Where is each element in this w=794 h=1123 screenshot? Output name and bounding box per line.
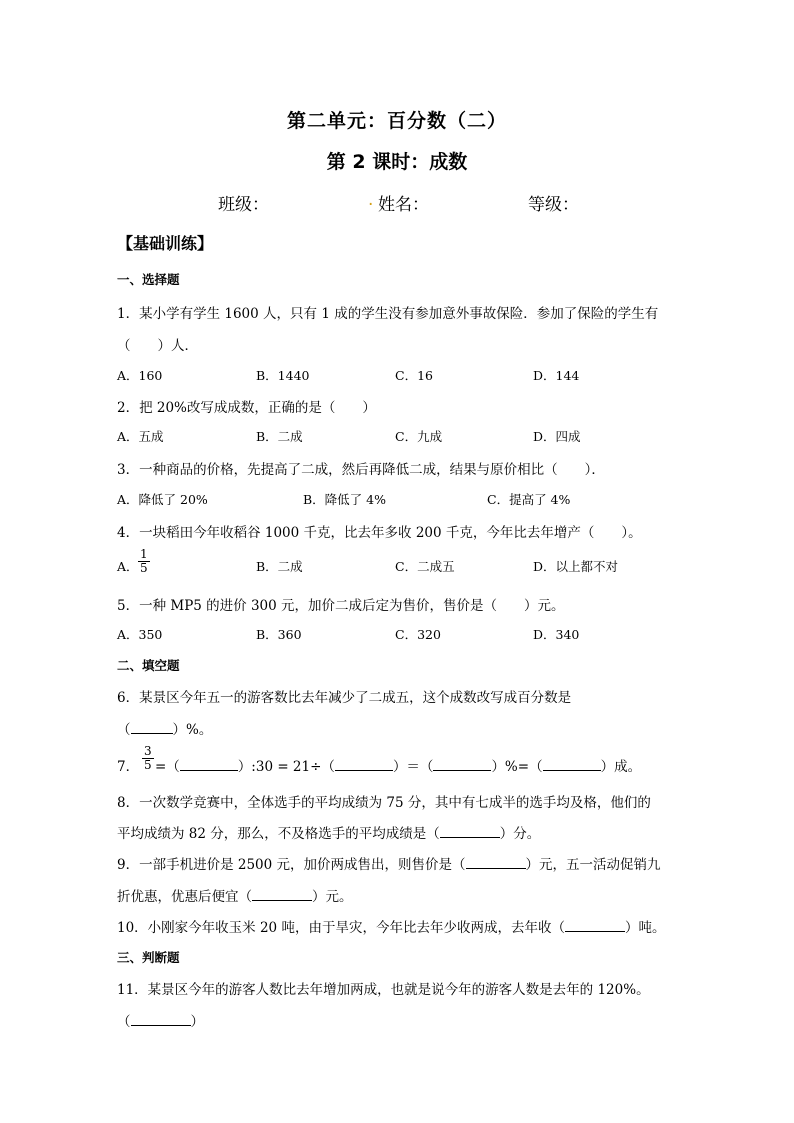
answer-blank[interactable] — [131, 1013, 191, 1026]
q7-fraction — [142, 745, 154, 772]
section-basic-training: 【基础训练】 — [117, 234, 214, 253]
section-fill: 二、填空题 — [117, 658, 180, 673]
answer-blank[interactable] — [180, 758, 238, 771]
question-1-line-2: （ ）人． — [117, 338, 198, 354]
answer-blank[interactable] — [466, 856, 526, 869]
q8-text: 平均成绩为 82 分，那么，不及格选手的平均成绩是（ — [117, 826, 440, 842]
q7-part-5: ）成。 — [600, 759, 642, 775]
name-label: 姓名： — [378, 195, 429, 215]
paren-open: （ — [117, 722, 131, 738]
question-6-line-1: 6．某景区今年五一的游客数比去年减少了二成五，这个成数改写成百分数是 — [117, 690, 572, 706]
q8-text-end: ）分。 — [499, 826, 541, 842]
paren-close: ）%。 — [172, 722, 213, 738]
separator-dot: . — [368, 190, 374, 210]
class-label: 班级： — [218, 195, 269, 215]
lesson-subtitle: 第 2 课时：成数 — [326, 151, 468, 173]
q4-option-a-fraction — [138, 548, 150, 575]
paren-close: ） — [190, 1014, 204, 1030]
question-4: 4．一块稻田今年收稻谷 1000 千克，比去年多收 200 千克，今年比去年增产（ ）。 — [117, 525, 642, 541]
q5-option-c: C．320 — [395, 627, 441, 642]
page-title: 第二单元：百分数（二） — [286, 110, 507, 132]
question-1-line-1: 1．某小学有学生 1600 人，只有 1 成的学生没有参加意外事故保险．参加了保险的学生有 — [117, 306, 659, 322]
paren-open: （ — [117, 1014, 131, 1030]
question-7-body — [155, 755, 641, 775]
fraction-numerator: 3 — [144, 744, 152, 758]
q4-option-b: B．二成 — [256, 559, 303, 574]
fraction-denominator: 5 — [144, 758, 152, 772]
q2-option-d: D．四成 — [533, 429, 581, 444]
q5-option-a: A．350 — [117, 627, 163, 642]
q1-option-b: B．1440 — [256, 368, 310, 383]
q7-part-3: ）＝（ — [392, 759, 434, 775]
q1-option-a: A．160 — [117, 368, 163, 383]
q10-text-end: ）吨。 — [624, 920, 666, 936]
q9-text-mid: ）元，五一活动促销九 — [525, 857, 661, 873]
answer-blank[interactable] — [131, 721, 173, 734]
q2-option-c: C．九成 — [395, 429, 443, 444]
answer-blank[interactable] — [565, 919, 625, 932]
q4-option-c: C．二成五 — [395, 559, 455, 574]
q1-option-c: C．16 — [395, 368, 433, 383]
q3-option-a: A．降低了 20% — [117, 492, 208, 507]
answer-blank[interactable] — [543, 758, 601, 771]
q3-option-b: B．降低了 4% — [303, 492, 386, 507]
answer-blank[interactable] — [433, 758, 491, 771]
q9-text-2: 折优惠，优惠后便宜（ — [117, 889, 252, 905]
q3-option-c: C．提高了 4% — [487, 492, 571, 507]
q7-part-2: ）:30 = 21÷（ — [237, 759, 335, 775]
question-10 — [117, 916, 665, 936]
q4-option-d: D．以上都不对 — [533, 559, 619, 574]
answer-blank[interactable] — [335, 758, 393, 771]
q5-option-d: D．340 — [533, 627, 580, 642]
q9-text-end: ）元。 — [312, 889, 353, 905]
question-11-line-1: 11．某景区今年的游客人数比去年增加两成，也就是说今年的游客人数是去年的 120%。 — [117, 982, 650, 998]
question-9-line-2 — [117, 885, 353, 905]
grade-label: 等级： — [528, 195, 579, 215]
section-judge: 三、判断题 — [117, 950, 180, 965]
answer-blank[interactable] — [252, 888, 312, 901]
q7-part-4: ）%=（ — [491, 759, 543, 775]
q4-option-a-prefix: A． — [117, 559, 139, 574]
question-11-line-2 — [117, 1010, 204, 1030]
q5-option-b: B．360 — [256, 627, 302, 642]
question-9-line-1 — [117, 853, 661, 873]
section-choice: 一、选择题 — [117, 272, 180, 287]
q1-option-d: D．144 — [533, 368, 580, 383]
question-2: 2．把 20%改写成成数，正确的是（ ） — [117, 400, 376, 416]
q2-option-b: B．二成 — [256, 429, 303, 444]
q7-part-1: =（ — [155, 759, 180, 775]
question-6-line-2 — [117, 718, 212, 738]
fraction-denominator: 5 — [140, 561, 148, 575]
question-7-prefix: 7． — [117, 759, 140, 775]
answer-blank[interactable] — [440, 825, 500, 838]
question-5: 5．一种 MP5 的进价 300 元，加价二成后定为售价，售价是（ ）元。 — [117, 598, 565, 614]
fraction-numerator: 1 — [140, 547, 148, 561]
q10-text: 10．小刚家今年收玉米 20 吨，由于旱灾，今年比去年少收两成，去年收（ — [117, 920, 565, 936]
question-8-line-1: 8．一次数学竞赛中，全体选手的平均成绩为 75 分，其中有七成半的选手均及格，他们的 — [117, 795, 651, 811]
question-3: 3．一种商品的价格，先提高了二成，然后再降低二成，结果与原价相比（ ）． — [117, 462, 605, 478]
question-8-line-2 — [117, 822, 540, 842]
q2-option-a: A．五成 — [117, 429, 164, 444]
q9-text: 9．一部手机进价是 2500 元，加价两成售出，则售价是（ — [117, 857, 466, 873]
